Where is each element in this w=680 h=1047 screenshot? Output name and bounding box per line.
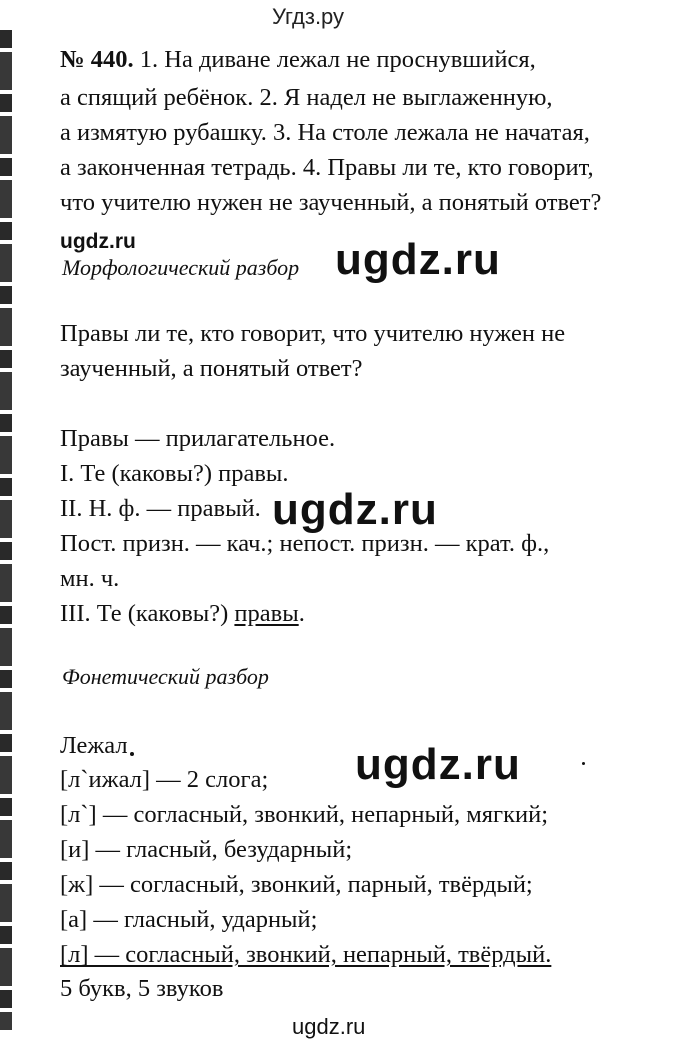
watermark-2: ugdz.ru (272, 485, 438, 534)
phon-word: Лежал (60, 732, 128, 759)
phon-line-3: [и] — гласный, безударный; (60, 836, 353, 863)
morph-heading: Морфологический разбор (62, 255, 300, 280)
watermark-footer: ugdz.ru (292, 1014, 366, 1039)
phon-line-1: [л`ижал] — 2 слога; (60, 766, 269, 793)
task-line-5: что учителю нужен не заученный, а понятый ответ? (60, 189, 602, 216)
task-line-2: а спящий ребёнок. 2. Я надел не выглаженную, (60, 84, 553, 111)
morph-item-1: Правы — прилагательное. (60, 425, 336, 452)
phon-heading: Фонетический разбор (62, 664, 269, 689)
morph-item-5: мн. ч. (60, 565, 120, 592)
morph-item-3: II. Н. ф. — правый. (60, 495, 261, 522)
watermark-1: ugdz.ru (335, 235, 501, 284)
morph-item-6 (60, 598, 305, 630)
morph-item-2: I. Те (каковы?) правы. (60, 460, 289, 487)
task-text: 1. На диване лежал не проснувшийся, (139, 46, 536, 73)
morph-item-4: Пост. призн. — кач.; непост. призн. — крат. ф., (60, 530, 550, 557)
morph-sentence-line-1: Правы ли те, кто говорит, что учителю нужен не (60, 320, 566, 347)
morph-sentence-line-2: заученный, а понятый ответ? (60, 355, 363, 382)
scan-edge (0, 30, 12, 1030)
morph-item-6-suffix: . (298, 600, 305, 627)
phon-line-6: [л] — согласный, звонкий, непарный, твёрдый. (60, 941, 552, 968)
task-line-4: а законченная тетрадь. 4. Правы ли те, кто говорит, (60, 154, 594, 181)
phon-summary: 5 букв, 5 звуков (60, 975, 224, 1002)
task-number: № 440. (60, 46, 134, 73)
task-line-1 (60, 44, 536, 76)
morph-item-6-word: правы (234, 600, 299, 627)
watermark-small: ugdz.ru (60, 230, 136, 253)
phon-line-4: [ж] — согласный, звонкий, парный, твёрдый; (60, 871, 533, 898)
morph-item-6-prefix: III. Те (каковы?) (60, 600, 235, 627)
stray-dot (130, 752, 134, 756)
phon-line-2: [л`] — согласный, звонкий, непарный, мягкий; (60, 801, 549, 828)
site-header: Угдз.ру (272, 4, 345, 29)
phon-line-5: [а] — гласный, ударный; (60, 906, 318, 933)
stray-dot-2 (582, 762, 585, 765)
task-line-3: а измятую рубашку. 3. На столе лежала не начатая, (60, 119, 590, 146)
watermark-3: ugdz.ru (355, 740, 521, 789)
